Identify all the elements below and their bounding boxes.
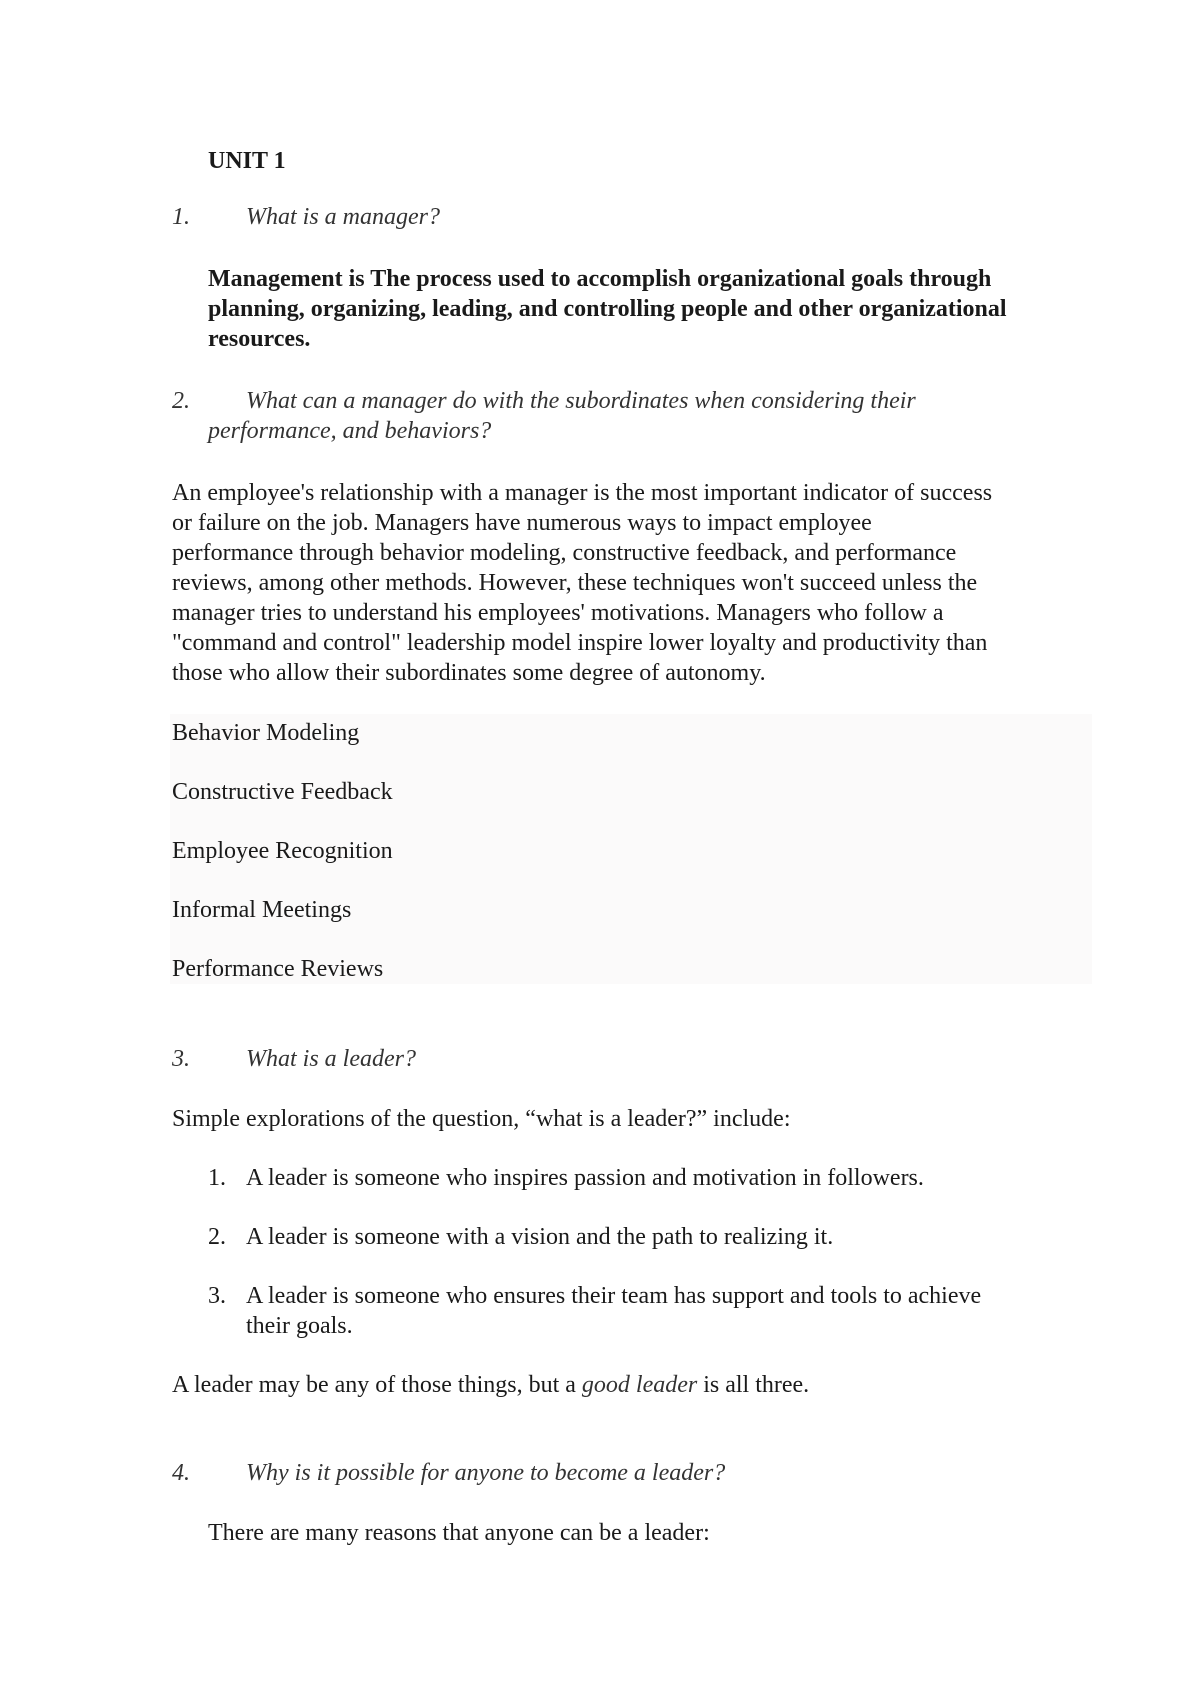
- list-item: Informal Meetings: [172, 897, 352, 923]
- question-2-text-line-2: performance, and behaviors?: [208, 418, 492, 444]
- answer-2-line-2: or failure on the job. Managers have numerous ways to impact employee: [172, 510, 872, 536]
- ordered-item-3-text-line-2: their goals.: [246, 1313, 353, 1339]
- unit-title: UNIT 1: [208, 148, 286, 174]
- question-4-text: Why is it possible for anyone to become a leader?: [246, 1460, 726, 1486]
- answer-1-line-2: planning, organizing, leading, and controlling people and other organizational: [208, 296, 1007, 322]
- answer-2-line-4: reviews, among other methods. However, these techniques won't succeed unless the: [172, 570, 978, 596]
- answer-2-line-6: "command and control" leadership model inspire lower loyalty and productivity than: [172, 630, 988, 656]
- list-item: Constructive Feedback: [172, 779, 393, 805]
- ordered-item-1-number: 1.: [208, 1165, 226, 1191]
- answer-1-line-3: resources.: [208, 326, 311, 352]
- list-item: Employee Recognition: [172, 838, 393, 864]
- list-item: Behavior Modeling: [172, 720, 360, 746]
- answer-2-line-3: performance through behavior modeling, constructive feedback, and performance: [172, 540, 957, 566]
- answer-3-intro: Simple explorations of the question, “what is a leader?” include:: [172, 1106, 791, 1132]
- answer-2-line-5: manager tries to understand his employees' motivations. Managers who follow a: [172, 600, 944, 626]
- conclusion-before: A leader may be any of those things, but a: [172, 1372, 582, 1398]
- question-3-text: What is a leader?: [246, 1046, 416, 1072]
- question-3-number: 3.: [172, 1046, 190, 1072]
- ordered-item-1-text: A leader is someone who inspires passion and motivation in followers.: [246, 1165, 924, 1191]
- ordered-item-3-number: 3.: [208, 1283, 226, 1309]
- answer-3-conclusion: [172, 1370, 809, 1400]
- answer-4-text: There are many reasons that anyone can be a leader:: [208, 1520, 710, 1546]
- answer-2-line-7: those who allow their subordinates some degree of autonomy.: [172, 660, 766, 686]
- question-2-number: 2.: [172, 388, 190, 414]
- ordered-item-2-text: A leader is someone with a vision and the path to realizing it.: [246, 1224, 834, 1250]
- methods-list: [170, 714, 1092, 984]
- conclusion-after: is all three.: [697, 1372, 810, 1398]
- answer-2-line-1: An employee's relationship with a manager is the most important indicator of success: [172, 480, 993, 506]
- question-2-text-line-1: What can a manager do with the subordinates when considering their: [246, 388, 916, 414]
- ordered-item-2-number: 2.: [208, 1224, 226, 1250]
- question-1-number: 1.: [172, 204, 190, 230]
- conclusion-emphasis: good leader: [581, 1372, 698, 1398]
- ordered-item-3-text-line-1: A leader is someone who ensures their team has support and tools to achieve: [246, 1283, 982, 1309]
- list-item: Performance Reviews: [172, 956, 384, 982]
- answer-1-line-1: Management is The process used to accomplish organizational goals through: [208, 266, 992, 292]
- question-4-number: 4.: [172, 1460, 190, 1486]
- question-1-text: What is a manager?: [246, 204, 440, 230]
